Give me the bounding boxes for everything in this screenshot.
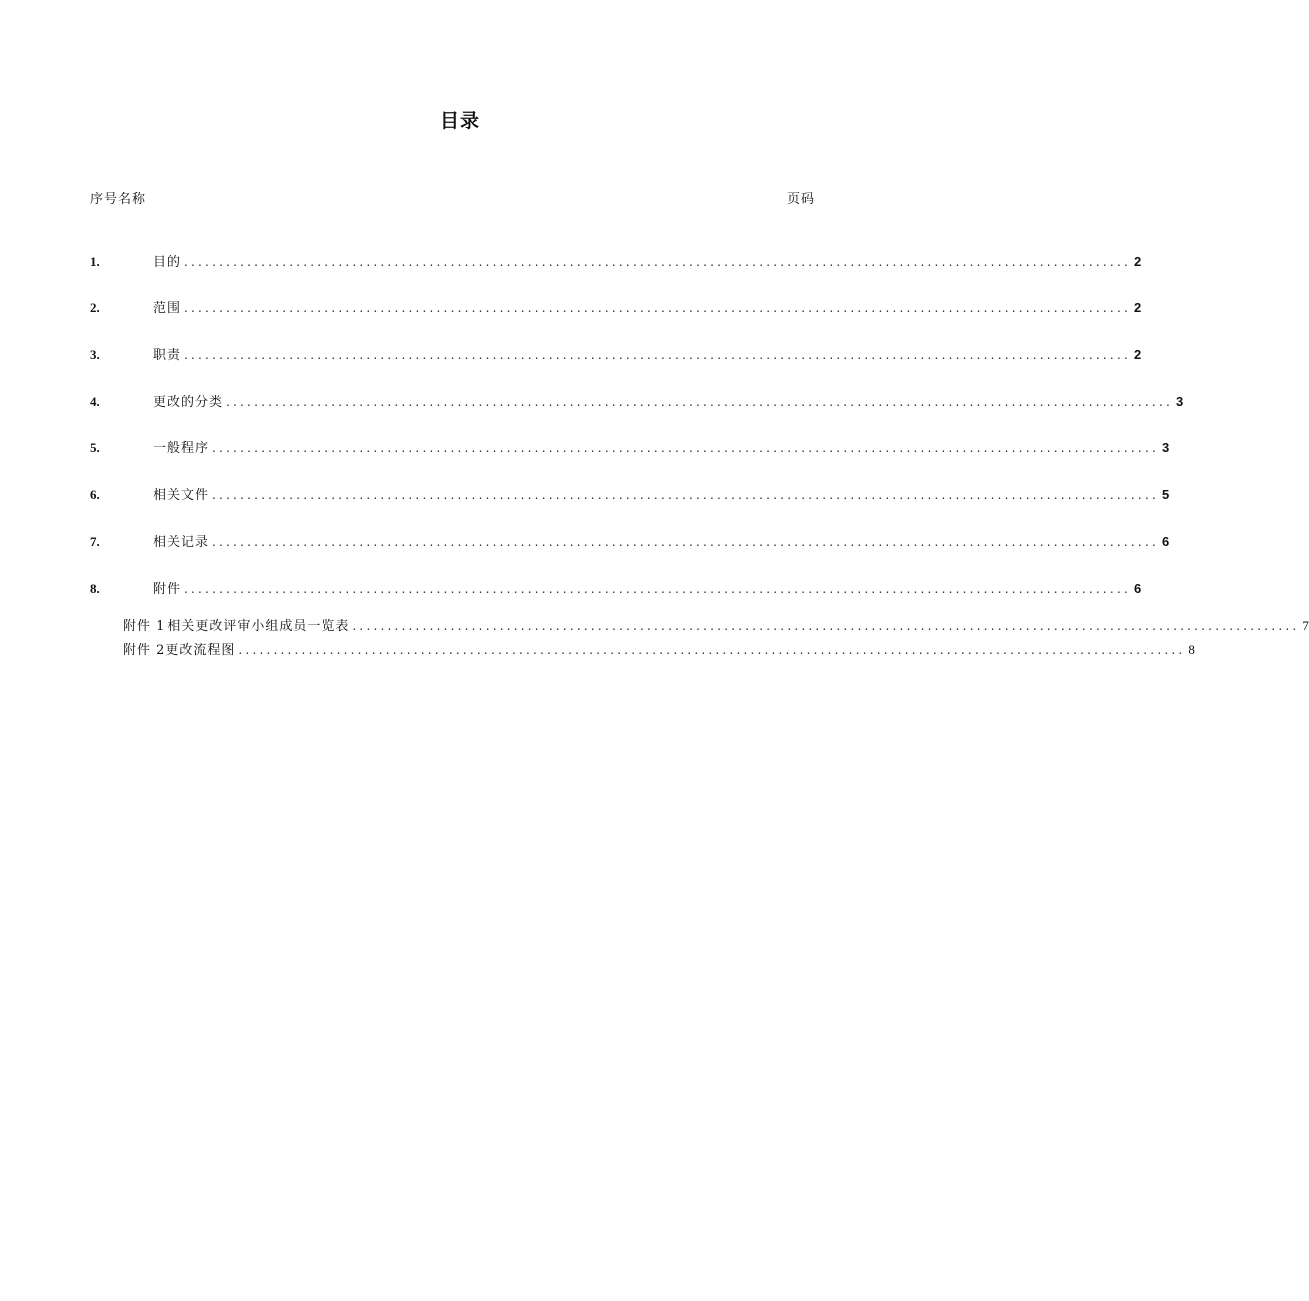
toc-subentry-page: 8: [1188, 642, 1195, 657]
toc-entry-page: 3: [1175, 394, 1184, 409]
toc-leader-dots: .......................................................................................................................................: [212, 535, 1159, 549]
toc-entry[interactable]: [90, 579, 1142, 599]
toc-entry-number: 6.: [90, 487, 100, 502]
toc-subentry-title: 更改流程图: [165, 643, 236, 658]
toc-entry[interactable]: [90, 392, 1184, 412]
column-header-page: 页码: [787, 192, 816, 207]
toc-entry-number: 5.: [90, 440, 100, 455]
toc-entry[interactable]: [90, 345, 1142, 365]
toc-leader-dots: .......................................................................................................................................: [352, 619, 1300, 633]
toc-entry-number: 4.: [90, 394, 100, 409]
toc-entry-title: 相关记录: [153, 535, 210, 550]
toc-entry-title: 附件: [153, 582, 182, 597]
toc-entry[interactable]: [90, 252, 1142, 272]
toc-entry-number: 8.: [90, 581, 100, 596]
toc-entry-title: 职责: [153, 348, 182, 363]
toc-entry[interactable]: [90, 298, 1142, 318]
toc-subentry-label: 附件 1: [123, 619, 166, 634]
toc-entry-page: 3: [1161, 440, 1170, 455]
toc-entry-number: 1.: [90, 254, 100, 269]
toc-subentry[interactable]: [123, 616, 1309, 636]
toc-leader-dots: .......................................................................................................................................: [184, 582, 1131, 596]
toc-entry-page: 6: [1161, 534, 1170, 549]
toc-entry-page: 2: [1133, 347, 1142, 362]
toc-leader-dots: .......................................................................................................................................: [184, 348, 1131, 362]
toc-entry-page: 2: [1133, 254, 1142, 269]
toc-leader-dots: .......................................................................................................................................: [184, 301, 1131, 315]
toc-entry-number: 2.: [90, 300, 100, 315]
toc-leader-dots: .......................................................................................................................................: [212, 488, 1159, 502]
toc-subentry-page: 7: [1302, 618, 1309, 633]
toc-entry-page: 5: [1161, 487, 1170, 502]
toc-entry-page: 6: [1133, 581, 1142, 596]
toc-entry[interactable]: [90, 532, 1170, 552]
toc-entry-title: 一般程序: [153, 441, 210, 456]
toc-entry-number: 7.: [90, 534, 100, 549]
page-title: 目录: [439, 110, 480, 132]
toc-entry[interactable]: [90, 485, 1170, 505]
toc-entry-number: 3.: [90, 347, 100, 362]
toc-leader-dots: .......................................................................................................................................: [212, 441, 1159, 455]
toc-entry-title: 相关文件: [153, 488, 210, 503]
toc-leader-dots: .......................................................................................................................................: [238, 643, 1186, 657]
toc-leader-dots: .......................................................................................................................................: [226, 395, 1173, 409]
column-header-name: 序号名称: [90, 192, 147, 207]
toc-entry[interactable]: [90, 438, 1170, 458]
toc-entry-title: 范围: [153, 301, 182, 316]
toc-entry-title: 更改的分类: [153, 395, 224, 410]
toc-entry-page: 2: [1133, 300, 1142, 315]
toc-subentry-label: 附件 2: [123, 643, 166, 658]
toc-entry-title: 目的: [153, 255, 182, 270]
toc-subentry[interactable]: [123, 640, 1195, 660]
toc-subentry-title: 相关更改评审小组成员一览表: [167, 619, 350, 634]
toc-leader-dots: .......................................................................................................................................: [184, 255, 1131, 269]
